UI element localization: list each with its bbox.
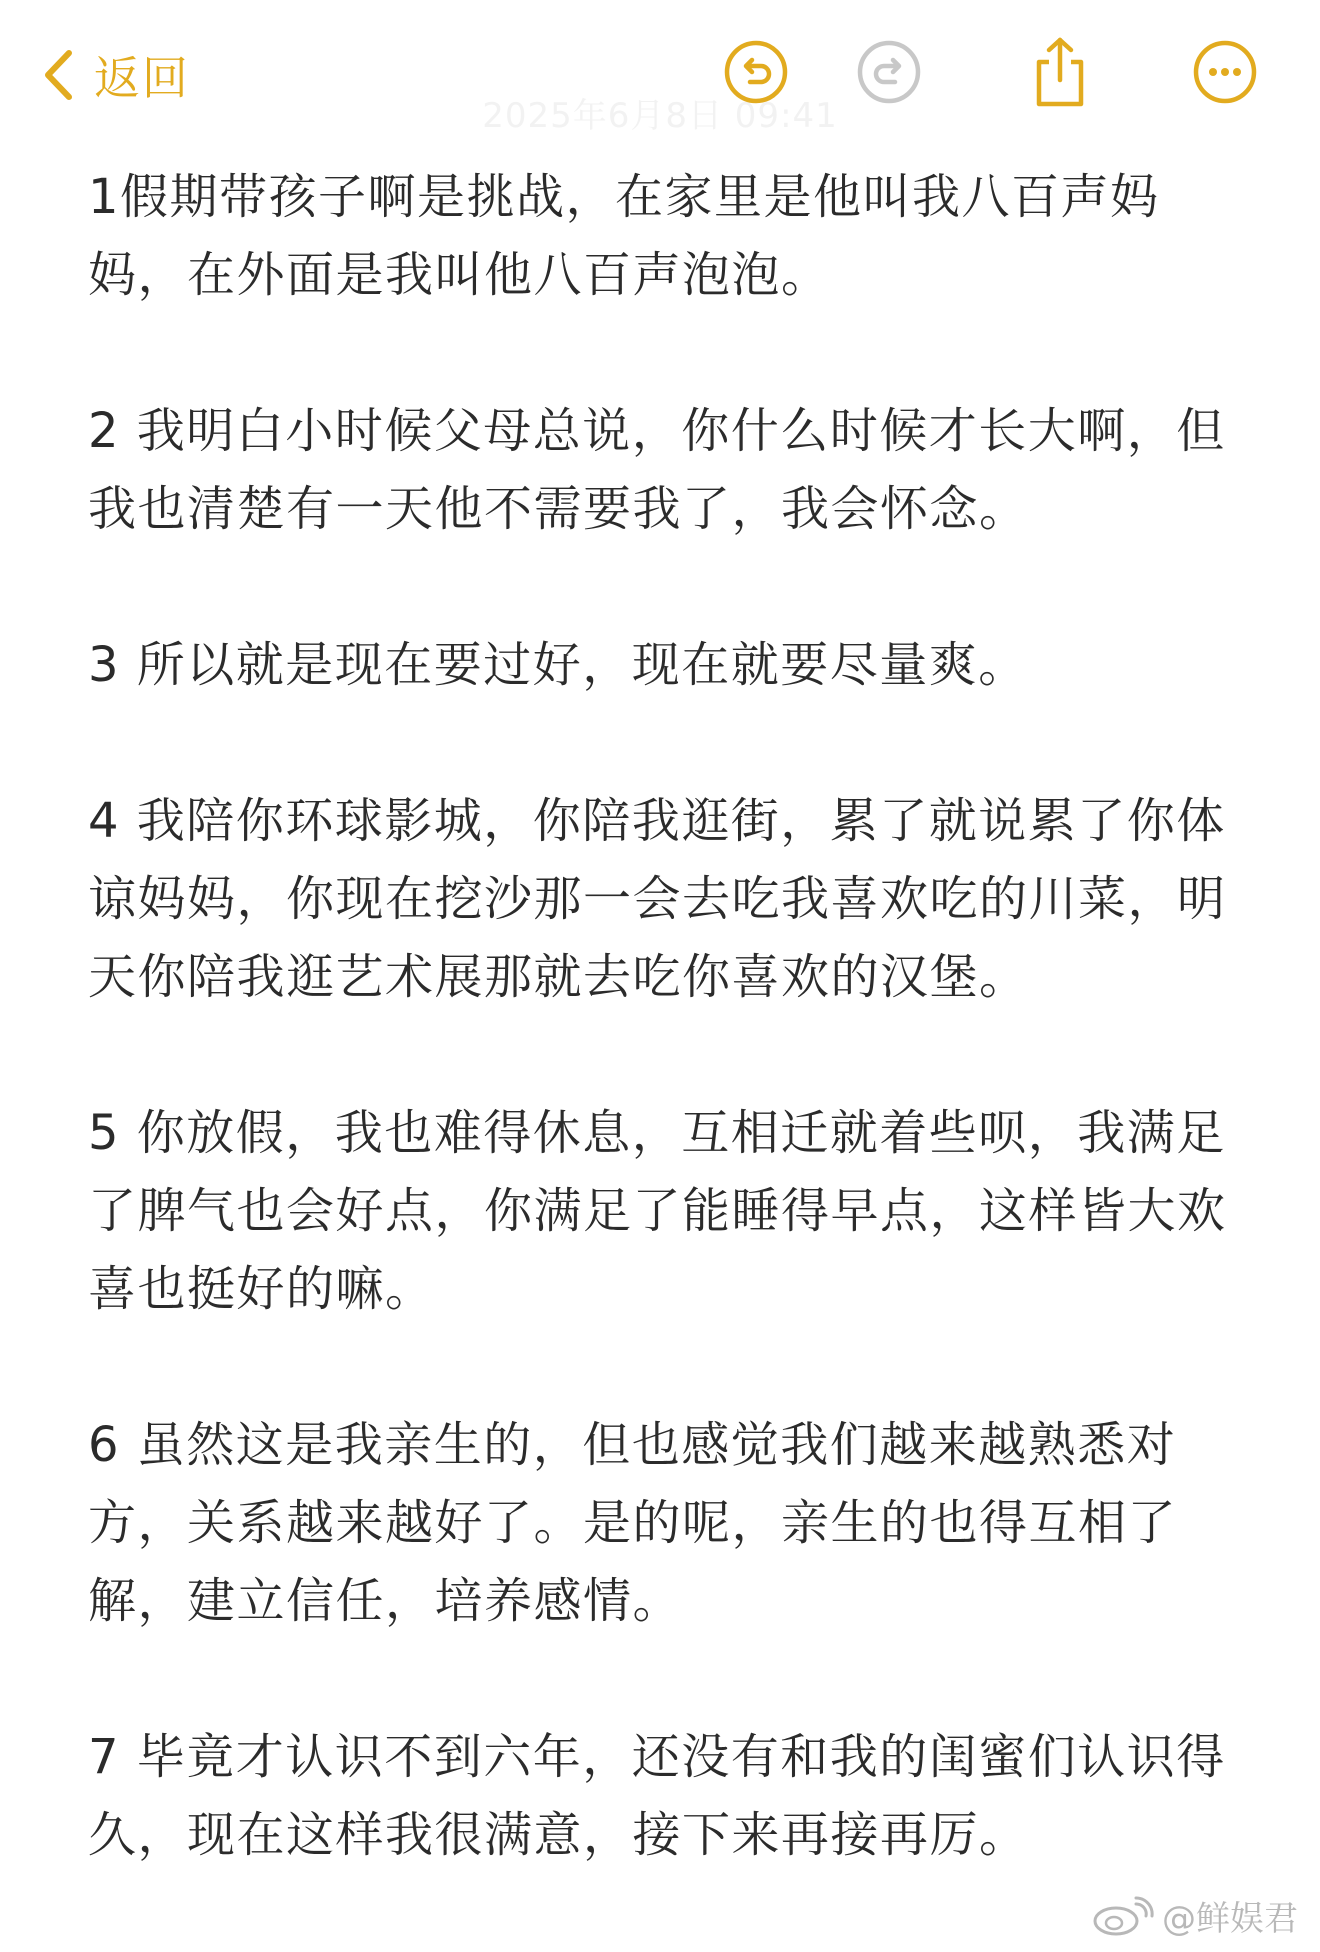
- redo-icon: [856, 39, 922, 109]
- redo-button[interactable]: [853, 38, 925, 110]
- note-paragraph-7: 7 毕竟才认识不到六年，还没有和我的闺蜜们认识得久，现在这样我很满意，接下来再接再厉。: [88, 1729, 1226, 1863]
- back-label: 返回: [94, 51, 190, 105]
- note-paragraph-2: 2 我明白小时候父母总说，你什么时候才长大啊，但我也清楚有一天他不需要我了，我会怀念。: [88, 403, 1226, 537]
- more-icon: [1192, 39, 1258, 109]
- watermark-text: @鲜娱君: [1162, 1899, 1298, 1939]
- notes-toolbar: [0, 0, 1320, 150]
- note-date: 2025年6月8日 09:41: [482, 96, 838, 136]
- watermark: [1092, 1891, 1298, 1940]
- share-button[interactable]: [1024, 38, 1096, 110]
- note-paragraph-1: 1假期带孩子啊是挑战，在家里是他叫我八百声妈妈，在外面是我叫他八百声泡泡。: [88, 169, 1160, 303]
- note-paragraph-4: 4 我陪你环球影城，你陪我逛街，累了就说累了你体谅妈妈，你现在挖沙那一会去吃我喜欢吃的川菜，明天你陪我逛艺术展那就去吃你喜欢的汉堡。: [88, 793, 1227, 1005]
- weibo-logo-icon: [1092, 1896, 1156, 1936]
- undo-button[interactable]: [720, 38, 792, 110]
- note-body[interactable]: [88, 158, 1238, 1952]
- note-paragraph-6: 6 虽然这是我亲生的，但也感觉我们越来越熟悉对方，关系越来越好了。是的呢，亲生的也得互相了解，建立信任，培养感情。: [88, 1417, 1178, 1629]
- note-paragraph-3: 3 所以就是现在要过好，现在就要尽量爽。: [88, 637, 1028, 693]
- note-paragraph-5: 5 你放假，我也难得休息，互相迁就着些呗，我满足了脾气也会好点，你满足了能睡得早点，这样皆大欢喜也挺好的嘛。: [88, 1105, 1227, 1317]
- more-button[interactable]: [1189, 38, 1261, 110]
- undo-icon: [723, 39, 789, 109]
- share-icon: [1029, 36, 1091, 112]
